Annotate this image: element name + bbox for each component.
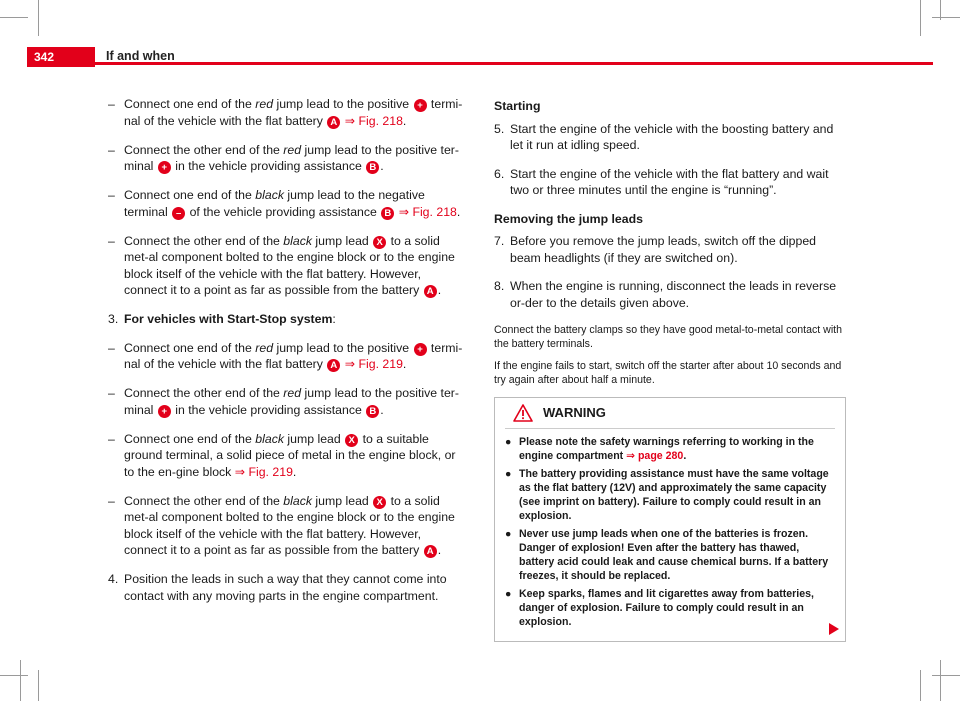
step-3: 3. For vehicles with Start-Stop system: [108, 312, 336, 326]
step-4: 4. Position the leads in such a way that they cannot come into contact with any moving parts in the engine compartment. [108, 572, 447, 603]
battery-b-badge: B [366, 405, 379, 418]
page-number: 342 [27, 47, 95, 67]
step-6: 6. Start the engine of the vehicle with the flat battery and wait two or three minutes until the engine is “running”. [494, 166, 829, 197]
plus-badge-icon: + [414, 99, 427, 112]
list-item: – Connect the other end of the black jump lead X to a solid met-al component bolted to the engine block or to the engine block itself of the vehicle with the flat battery. However, connect it to a point as far as possible from the battery A . [108, 233, 455, 297]
right-column [494, 96, 846, 642]
crop-mark-tr-v2 [940, 0, 941, 20]
left-column [108, 96, 466, 616]
warning-triangle-icon [513, 404, 533, 422]
minus-badge-icon: – [172, 207, 185, 220]
crop-mark-tr-h [932, 17, 960, 18]
step-8: 8. When the engine is running, disconnect the leads in reverse or-der to the details given above. [494, 279, 837, 310]
plus-badge-icon: + [414, 343, 427, 356]
list-item: – Connect the other end of the red jump lead to the positive ter-minal + in the vehicle providing assistance B . [108, 142, 459, 173]
plus-badge-icon: + [158, 405, 171, 418]
crop-mark-bl-v [38, 670, 39, 701]
list-item: – Connect the other end of the black jump lead X to a solid met-al component bolted to the engine block or to the engine block itself of the vehicle with the flat battery. However, connect it to a point as far as possible from the battery A . [108, 493, 455, 557]
warning-header [505, 404, 835, 429]
battery-b-badge: B [381, 207, 394, 220]
page-title: If and when [106, 49, 175, 63]
figure-link[interactable]: ⇒ Fig. 219 [234, 464, 293, 479]
ground-x-badge: X [373, 496, 386, 509]
step-7: 7. Before you remove the jump leads, switch off the dipped beam headlights (if they are switched on). [494, 234, 817, 265]
battery-a-badge: A [424, 545, 437, 558]
ground-x-badge: X [345, 434, 358, 447]
list-item: – Connect one end of the red jump lead to the positive + termi-nal of the vehicle with the flat battery A ⇒ Fig. 219. [108, 340, 463, 371]
figure-link[interactable]: ⇒ Fig. 219 [344, 357, 403, 371]
warning-item: ● The battery providing assistance must have the same voltage as the flat battery (12V) and approximately the same capacity (see imprint on battery). Failure to comply could result in an explosion. [505, 468, 829, 522]
crop-mark-tl-v [38, 0, 39, 36]
step-5: 5. Start the engine of the vehicle with the boosting battery and let it run at idling speed. [494, 121, 834, 152]
list-item: – Connect one end of the black jump lead X to a suitable ground terminal, a solid piece of metal in the engine block, or to the en-gine block ⇒ Fig. 219. [108, 431, 456, 479]
warning-item: ● Keep sparks, flames and lit cigarettes away from batteries, danger of explosion. Failure to comply could result in an explosion. [505, 588, 814, 628]
crop-mark-bl-v2 [20, 660, 21, 701]
figure-link[interactable]: ⇒ Fig. 218 [344, 113, 403, 128]
note-paragraph: Connect the battery clamps so they have good metal-to-metal contact with the battery terminals. [494, 324, 843, 350]
crop-mark-tl-h [0, 17, 28, 18]
battery-a-badge: A [327, 116, 340, 129]
page-link[interactable]: ⇒ page 280 [626, 450, 684, 462]
crop-mark-bl-h [0, 675, 28, 676]
removing-heading: Removing the jump leads [494, 211, 643, 226]
crop-mark-tr-v [920, 0, 921, 36]
battery-a-badge: A [327, 359, 340, 372]
ground-x-badge: X [373, 236, 386, 249]
warning-item: ● Please note the safety warnings referring to working in the engine compartment ⇒ page 280. [505, 436, 814, 462]
warning-item: ● Never use jump leads when one of the batteries is frozen. Danger of explosion! Even after the battery has thawed, battery acid could leak and cause chemical burns. If a battery freezes, it should be replaced. [505, 528, 829, 582]
continue-arrow-icon [829, 623, 839, 635]
plus-badge-icon: + [158, 161, 171, 174]
crop-mark-br-v [920, 670, 921, 701]
figure-link[interactable]: ⇒ Fig. 218 [398, 204, 457, 219]
warning-box [494, 397, 846, 642]
battery-b-badge: B [366, 161, 379, 174]
battery-a-badge: A [424, 285, 437, 298]
list-item: – Connect one end of the black jump lead to the negative terminal – of the vehicle providing assistance B ⇒ Fig. 218. [108, 188, 461, 219]
starting-heading: Starting [494, 99, 541, 113]
crop-mark-br-h [932, 675, 960, 676]
warning-title: WARNING [543, 405, 606, 420]
list-item: – Connect the other end of the red jump lead to the positive ter-minal + in the vehicle providing assistance B . [108, 386, 459, 417]
note-paragraph: If the engine fails to start, switch off the starter after about 10 seconds and try again after about half a minute. [494, 360, 842, 386]
crop-mark-br-v2 [940, 660, 941, 701]
list-item: – Connect one end of the red jump lead to the positive + termi-nal of the vehicle with the flat battery A ⇒ Fig. 218. [108, 97, 463, 128]
